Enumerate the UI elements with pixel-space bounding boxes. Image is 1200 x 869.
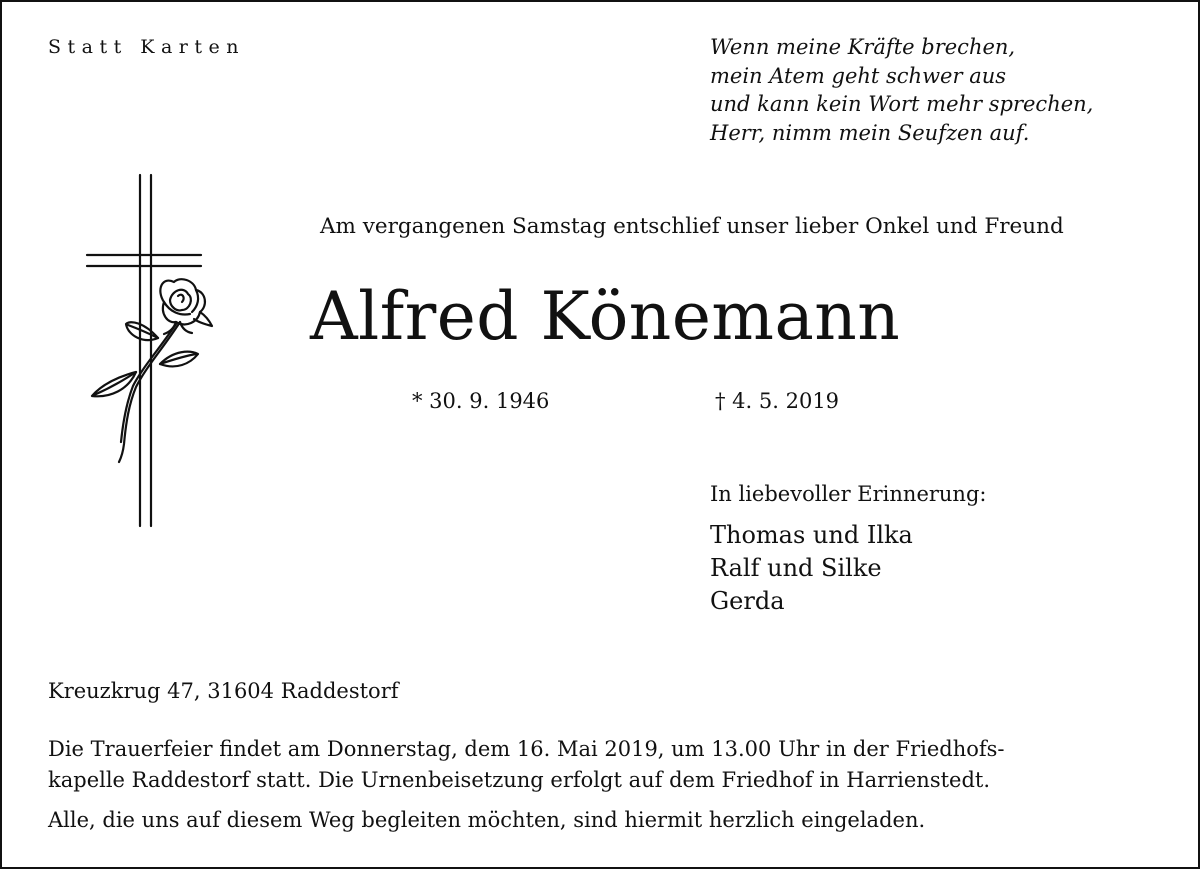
- mourners-heading: In liebevoller Erinnerung:: [710, 482, 987, 506]
- poem: [710, 33, 1093, 147]
- poem-line: und kann kein Wort mehr sprechen,: [710, 92, 1094, 116]
- service-line: kapelle Raddestorf statt. Die Urnenbeisetzung erfolgt auf dem Friedhof in Harrienstedt.: [48, 768, 991, 792]
- mourner-entry: Thomas und Ilka: [710, 521, 913, 549]
- deceased-name: Alfred Könemann: [310, 278, 901, 355]
- intro-line: Am vergangenen Samstag entschlief unser lieber Onkel und Freund: [320, 214, 1064, 239]
- invitation-line: Alle, die uns auf diesem Weg begleiten möchten, sind hiermit herzlich eingeladen.: [48, 808, 926, 832]
- poem-line: mein Atem geht schwer aus: [710, 63, 1007, 88]
- invitation: [48, 805, 1168, 836]
- poem-line: Herr, nimm mein Seufzen auf.: [710, 120, 1030, 145]
- address: Kreuzkrug 47, 31604 Raddestorf: [48, 679, 399, 703]
- poem-line: Wenn meine Kräfte brechen,: [710, 35, 1016, 59]
- service-line: Die Trauerfeier findet am Donnerstag, dem 16. Mai 2019, um 13.00 Uhr in der Friedhofs-: [48, 737, 1005, 761]
- service-info: [48, 734, 1168, 796]
- mourner-entry: Ralf und Silke: [710, 554, 882, 582]
- birth-date: * 30. 9. 1946: [412, 389, 550, 413]
- header-statt-karten: Statt Karten: [48, 36, 246, 58]
- mourner-entry: Gerda: [710, 587, 785, 615]
- cross-with-rose-icon: [84, 172, 224, 532]
- mourners-list: [710, 519, 913, 618]
- death-date: † 4. 5. 2019: [715, 389, 840, 413]
